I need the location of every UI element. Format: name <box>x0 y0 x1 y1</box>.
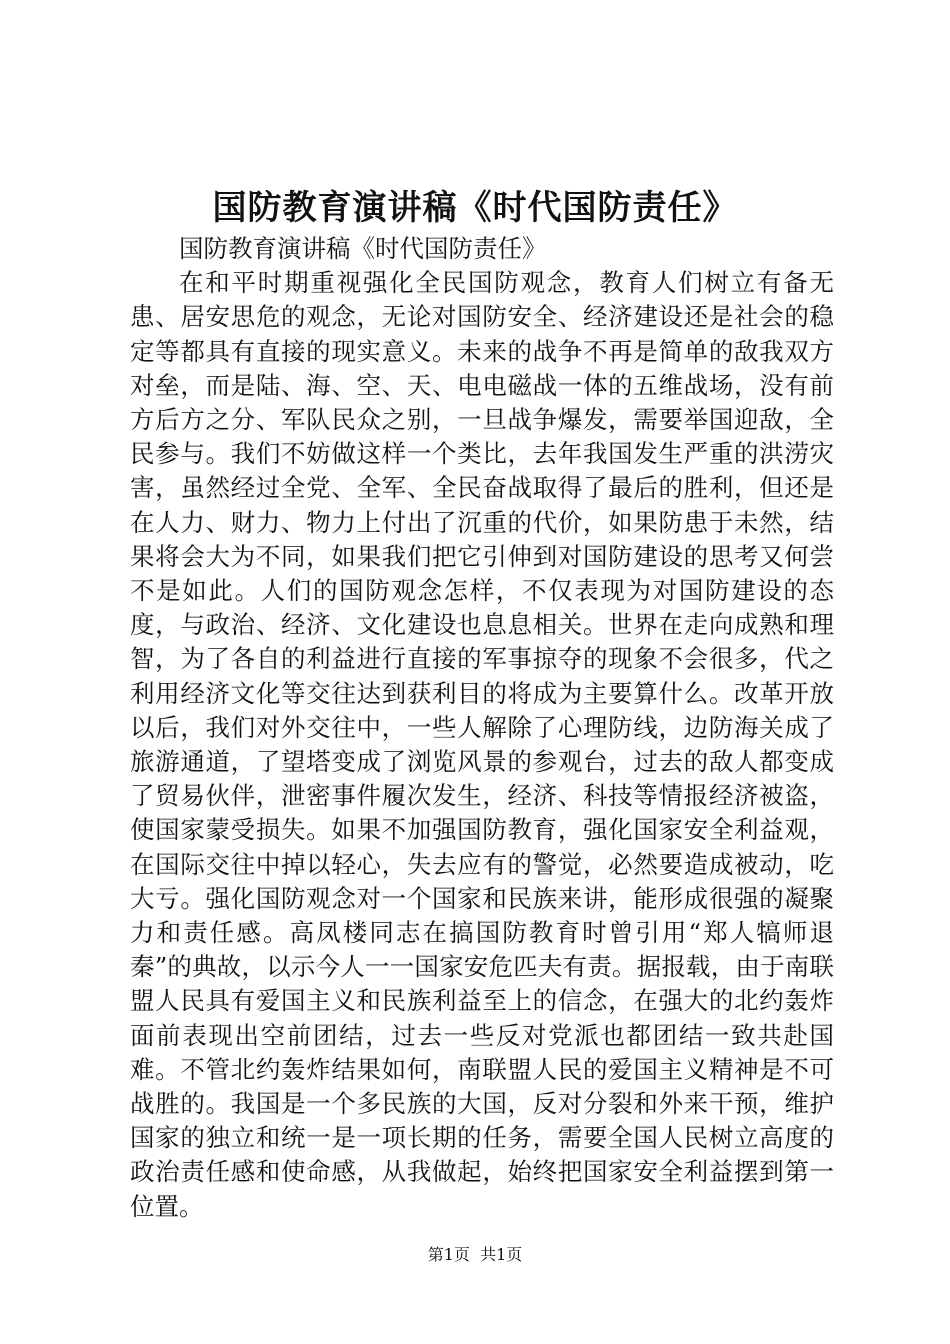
subtitle-line: 国防教育演讲稿《时代国防责任》 <box>179 234 547 263</box>
page-footer <box>0 1243 950 1267</box>
page-total: 共1页 <box>480 1245 523 1264</box>
body-paragraph: 在和平时期重视强化全民国防观念，教育人们树立有备无患、居安思危的观念，无论对国防安全、经济建设还是社会的稳定等都具有直接的现实意义。未来的战争不再是简单的敌我双方对垒，而是陆、海、空、天、电电磁战一体的五维战场，没有前方后方之分、军队民众之别，一旦战争爆发，需要举国迎敌，全民参与。我们不妨做这样一个类比，去年我国发生严重的洪涝灾害，虽然经过全党、全军、全民奋战取得了最后的胜利，但还是在人力、财力、物力上付出了沉重的代价，如果防患于未然，结果将会大为不同，如果我们把它引伸到对国防建设的思考又何尝不是如此。人们的国防观念怎样，不仅表现为对国防建设的态度，与政治、经济、文化建设也息息相关。世界在走向成熟和理智，为了各自的利益进行直接的军事掠夺的现象不会很多，代之利用经济文化等交往达到获利目的将成为主要算什么。改革开放以后，我们对外交往中，一些人解除了心理防线，边防海关成了旅游通道，了望塔变成了浏览风景的参观台，过去的敌人都变成了贸易伙伴，泄密事件履次发生，经济、科技等情报经济被盗，使国家蒙受损失。如果不加强国防教育，强化国家安全利益观，在国际交往中掉以轻心，失去应有的警觉，必然要造成被动，吃大亏。强化国防观念对一个国家和民族来讲，能形成很强的凝聚力和责任感。高凤楼同志在搞国防教育时曾引用“郑人犒师退秦”的典故，以示今人一一国家安危匹夫有责。据报载，由于南联盟人民具有爱国主义和民族利益至上的信念，在强大的北约轰炸面前表现出空前团结，过去一些反对党派也都团结一致共赴国难。不管北约轰炸结果如何，南联盟人民的爱国主义精神是不可战胜的。我国是一个多民族的大国，反对分裂和外来干预，维护国家的独立和统一是一项长期的任务，需要全国人民树立高度的政治责任感和使命感，从我做起，始终把国家安全利益摆到第一位置。 <box>130 268 834 1221</box>
document-body <box>130 232 834 1224</box>
page-number: 第1页 <box>427 1245 470 1264</box>
footer-gap <box>470 1245 480 1264</box>
page-title: 国防教育演讲稿《时代国防责任》 <box>212 188 738 228</box>
